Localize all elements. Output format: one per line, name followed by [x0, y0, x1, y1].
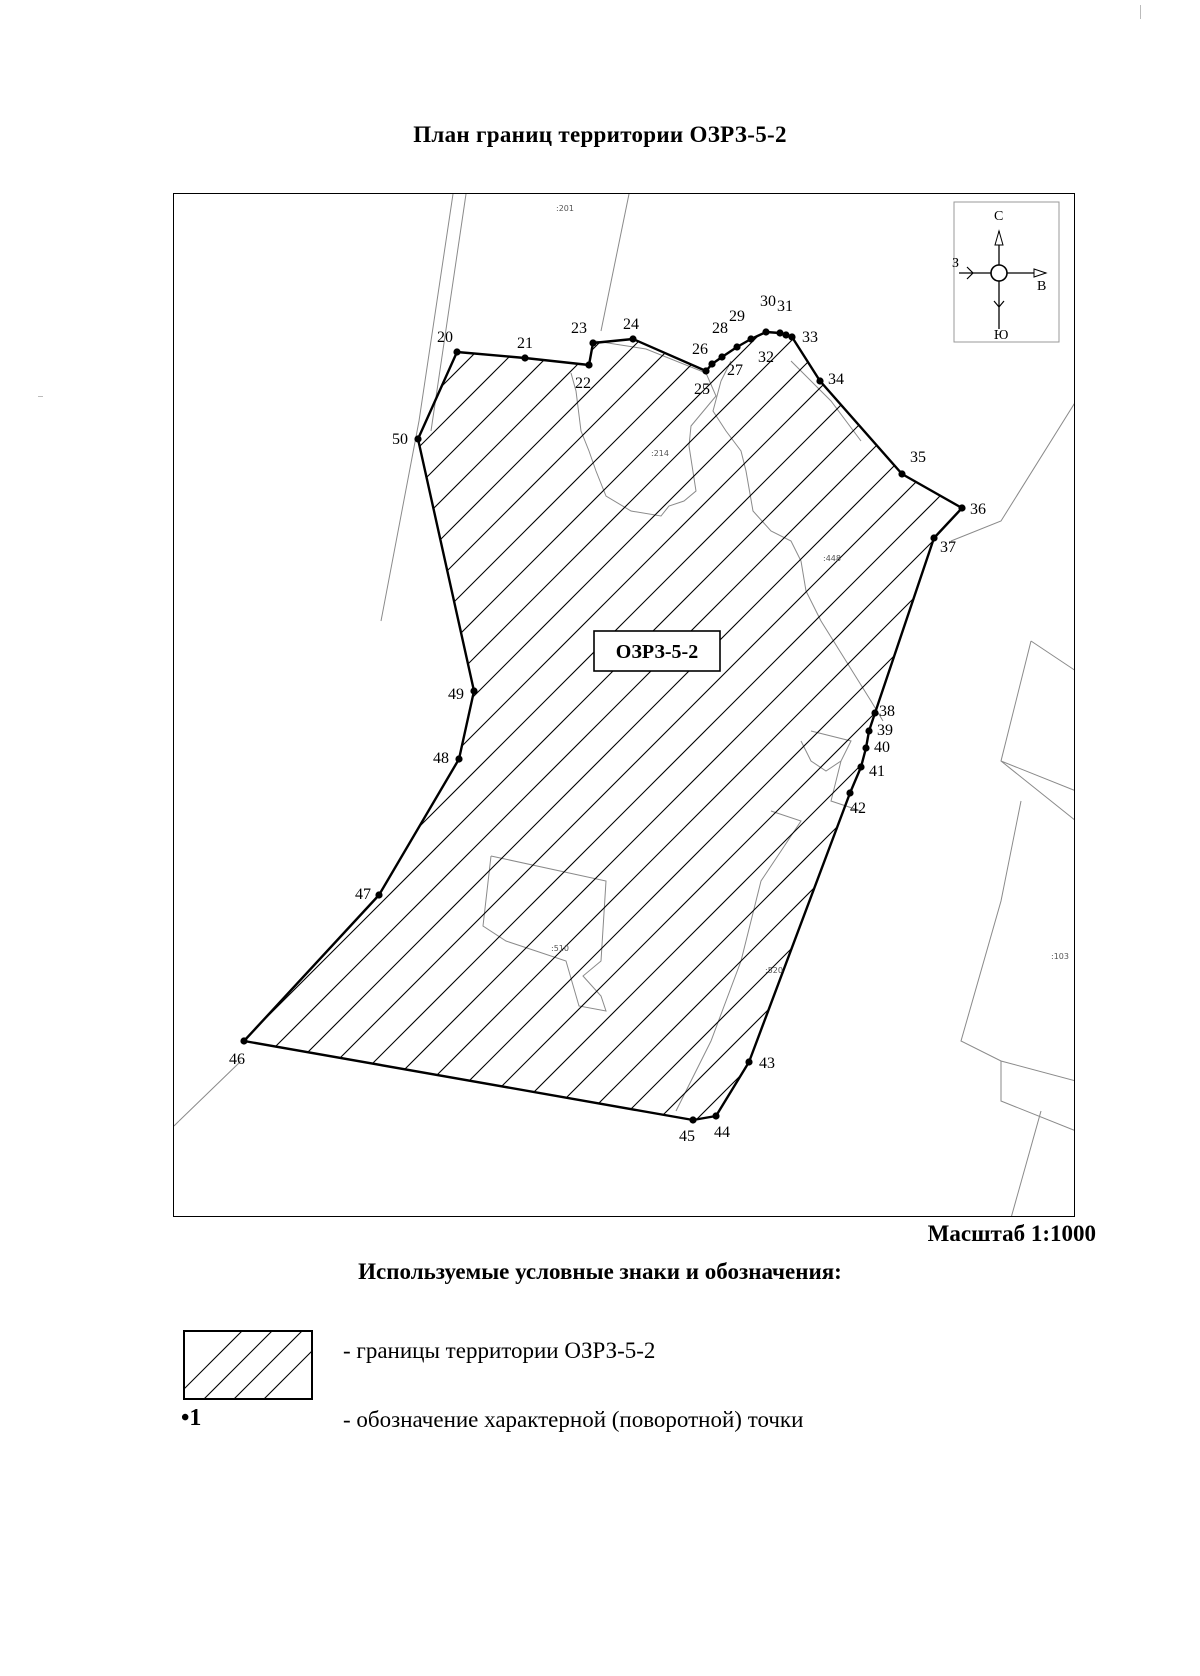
turning-point-41	[857, 763, 864, 770]
turning-point-label-26: 26	[692, 341, 708, 358]
turning-point-label-27: 27	[727, 362, 743, 379]
turning-point-37	[930, 534, 937, 541]
turning-point-44	[712, 1112, 719, 1119]
hatch-line	[174, 194, 1075, 1217]
parcel-label: :214	[651, 449, 669, 458]
hatch-line	[174, 194, 1075, 1217]
turning-point-label-45: 45	[679, 1128, 695, 1145]
turning-point-label-29: 29	[729, 308, 745, 325]
turning-point-label-30: 30	[760, 293, 776, 310]
hatch-line	[174, 194, 938, 958]
turning-point-25	[702, 367, 709, 374]
turning-point-42	[846, 789, 853, 796]
hatch-line	[174, 194, 786, 806]
hatch-line	[174, 194, 1075, 1217]
hatch-line	[174, 194, 1075, 1217]
hatch-line	[174, 194, 520, 540]
turning-point-label-47: 47	[355, 886, 371, 903]
hatch-line	[174, 194, 672, 692]
map-frame	[173, 193, 1075, 1217]
parcel-label: :520	[765, 966, 783, 975]
zone-hatching	[174, 194, 1075, 1217]
turning-point-24	[629, 335, 636, 342]
hatch-line	[174, 194, 1075, 1217]
turning-point-label-34: 34	[828, 371, 844, 388]
parcel-label: :510	[551, 944, 569, 953]
turning-point-21	[521, 354, 528, 361]
hatch-line	[174, 194, 1075, 1217]
turning-point-48	[455, 755, 462, 762]
turning-point-43	[745, 1058, 752, 1065]
turning-point-label-21: 21	[517, 335, 533, 352]
hatch-line	[174, 194, 1075, 1217]
turning-point-34	[816, 377, 823, 384]
parcel-label: :103	[1051, 952, 1069, 961]
hatch-line	[174, 194, 1075, 1217]
hatch-line	[174, 194, 444, 464]
turning-point-label-50: 50	[392, 431, 408, 448]
compass-west-label: З	[952, 256, 960, 271]
turning-point-label-48: 48	[433, 750, 449, 767]
turning-point-label-46: 46	[229, 1051, 245, 1068]
hatch-line	[174, 194, 482, 502]
zone-label	[594, 631, 720, 671]
hatch-line	[174, 194, 1075, 1217]
hatch-line	[174, 194, 862, 882]
turning-point-label-24: 24	[623, 316, 639, 333]
turning-point-23	[589, 339, 596, 346]
compass	[952, 202, 1059, 343]
turning-point-22	[585, 361, 592, 368]
turning-point-label-31: 31	[777, 298, 793, 315]
hatch-line	[174, 194, 1075, 1217]
legend-point-text: - обозначение характерной (поворотной) точки	[343, 1407, 804, 1432]
turning-point-29	[747, 335, 754, 342]
hatch-line	[174, 194, 1075, 1217]
parcel-label: :201	[556, 204, 574, 213]
compass-south-label: Ю	[994, 328, 1009, 343]
legend-boundary-text: - границы территории ОЗРЗ-5-2	[343, 1338, 656, 1363]
hatch-line	[174, 194, 1075, 1217]
turning-point-label-43: 43	[759, 1055, 775, 1072]
turning-point-45	[689, 1116, 696, 1123]
turning-point-label-37: 37	[940, 539, 956, 556]
hatch-line	[174, 194, 976, 996]
hatch-line	[174, 194, 1075, 1217]
hatch-line	[174, 194, 1014, 1034]
turning-point-label-23: 23	[571, 320, 587, 337]
hatch-line	[174, 194, 596, 616]
turning-point-28	[733, 343, 740, 350]
turning-point-label-42: 42	[850, 800, 866, 817]
zone-label-text: ОЗРЗ-5-2	[615, 641, 699, 663]
turning-point-label-40: 40	[874, 739, 890, 756]
turning-point-33	[788, 333, 795, 340]
hatch-line	[174, 194, 1075, 1217]
turning-point-35	[898, 470, 905, 477]
hatch-line	[174, 194, 1075, 1217]
turning-point-27	[718, 353, 725, 360]
hatch-line	[174, 194, 748, 768]
turning-point-label-38: 38	[879, 703, 895, 720]
hatch-line	[174, 194, 1075, 1217]
turning-point-47	[375, 891, 382, 898]
turning-point-label-25: 25	[694, 381, 710, 398]
turning-point-label-39: 39	[877, 722, 893, 739]
turning-point-26	[708, 360, 715, 367]
hatch-line	[174, 194, 1075, 1217]
turning-point-50	[414, 435, 421, 442]
turning-point-36	[958, 504, 965, 511]
legend-title: Используемые условные знаки и обозначения:	[358, 1259, 842, 1284]
hatch-line	[174, 194, 1075, 1217]
turning-point-label-35: 35	[910, 449, 926, 466]
compass-north-label: С	[994, 209, 1004, 224]
legend-hatch-swatch	[183, 1330, 313, 1400]
page-title: План границ территории ОЗРЗ-5-2	[413, 122, 787, 147]
compass-east-label: В	[1037, 279, 1047, 294]
hatch-line	[174, 194, 1075, 1217]
turning-point-label-44: 44	[714, 1124, 730, 1141]
turning-point-49	[470, 687, 477, 694]
turning-point-39	[865, 727, 872, 734]
hatch-line	[174, 194, 558, 578]
turning-point-46	[240, 1037, 247, 1044]
turning-point-label-33: 33	[802, 329, 818, 346]
hatch-line	[174, 194, 634, 654]
scan-margin-mark	[38, 396, 43, 397]
hatch-line	[174, 194, 1075, 1186]
turning-point-label-32: 32	[758, 349, 774, 366]
turning-point-40	[862, 744, 869, 751]
hatch-line	[174, 194, 1075, 1217]
hatch-line	[174, 194, 1075, 1217]
turning-point-20	[453, 348, 460, 355]
turning-point-label-41: 41	[869, 763, 885, 780]
scan-corner-mark	[1140, 5, 1141, 19]
turning-point-30	[762, 328, 769, 335]
turning-point-label-49: 49	[448, 686, 464, 703]
hatch-line	[174, 194, 1075, 1217]
parcel-label: :448	[823, 554, 841, 563]
turning-point-label-20: 20	[437, 329, 453, 346]
hatch-line	[174, 194, 368, 388]
boundary-map	[174, 194, 1075, 1217]
cadastral-parcel-lines	[174, 194, 1075, 1217]
hatch-line	[174, 194, 406, 426]
legend-point-symbol: •1	[181, 1405, 202, 1431]
turning-point-38	[871, 709, 878, 716]
turning-point-label-28: 28	[712, 320, 728, 337]
hatch-line	[174, 194, 1075, 1217]
turning-point-label-36: 36	[970, 501, 986, 518]
hatch-line	[174, 194, 1075, 1217]
map-scale: Масштаб 1:1000	[927, 1221, 1096, 1246]
turning-point-label-22: 22	[575, 375, 591, 392]
